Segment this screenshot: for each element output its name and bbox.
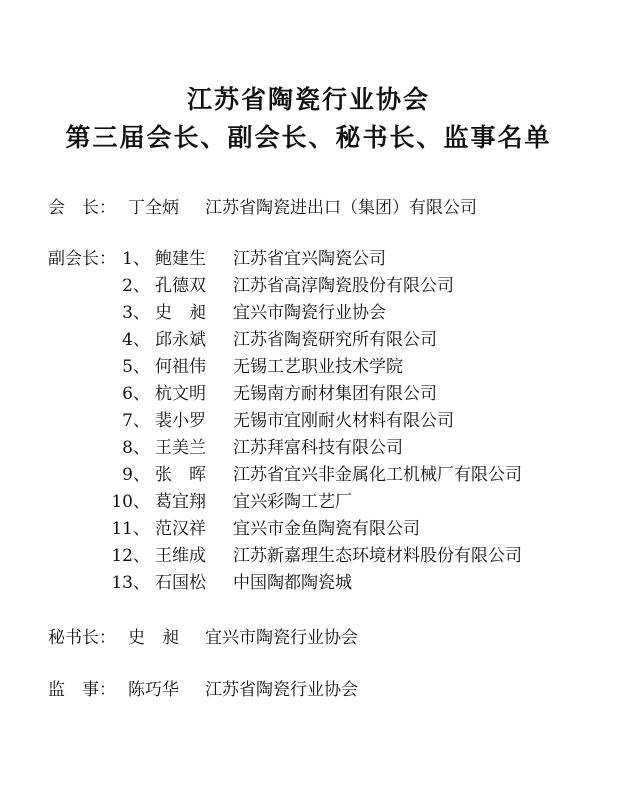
- organization: 无锡工艺职业技术学院: [233, 357, 403, 377]
- organization: 宜兴市金鱼陶瓷有限公司: [233, 519, 420, 539]
- person-name: 邱永斌: [155, 330, 206, 350]
- person-name: 陈巧华: [128, 680, 179, 700]
- organization: 江苏省宜兴陶瓷公司: [233, 249, 386, 269]
- organization: 江苏省宜兴非金属化工机械厂有限公司: [233, 465, 522, 485]
- row-number: 3、: [122, 303, 150, 323]
- person-name: 王美兰: [155, 438, 206, 458]
- organization: 中国陶都陶瓷城: [233, 573, 352, 593]
- person-name: 石国松: [155, 573, 206, 593]
- organization: 无锡市宜刚耐火材料有限公司: [233, 411, 454, 431]
- person-name: 王维成: [155, 546, 206, 566]
- organization: 宜兴市陶瓷行业协会: [205, 628, 358, 648]
- person-name: 孔德双: [155, 276, 206, 296]
- row-number: 5、: [122, 357, 150, 377]
- organization: 江苏省陶瓷进出口（集团）有限公司: [205, 198, 477, 218]
- person-name: 丁全炳: [128, 198, 179, 218]
- row-number: 13、: [111, 573, 150, 593]
- page-subtitle: 第三届会长、副会长、秘书长、监事名单: [65, 123, 552, 152]
- organization: 无锡南方耐材集团有限公司: [233, 384, 437, 404]
- person-name: 杭文明: [155, 384, 206, 404]
- organization: 宜兴彩陶工艺厂: [233, 492, 352, 512]
- person-name: 张 晖: [155, 465, 206, 485]
- person-name: 鲍建生: [155, 249, 206, 269]
- person-name: 史 昶: [155, 303, 206, 323]
- row-number: 10、: [111, 492, 150, 512]
- role-label: 秘书长：: [48, 628, 116, 648]
- organization: 江苏省陶瓷研究所有限公司: [233, 330, 437, 350]
- row-number: 6、: [122, 384, 150, 404]
- row-number: 7、: [122, 411, 150, 431]
- row-number: 9、: [122, 465, 150, 485]
- row-number: 1、: [122, 249, 150, 269]
- organization: 江苏新嘉理生态环境材料股份有限公司: [233, 546, 522, 566]
- person-name: 何祖伟: [155, 357, 206, 377]
- person-name: 史 昶: [128, 628, 179, 648]
- person-name: 葛宜翔: [155, 492, 206, 512]
- row-number: 8、: [122, 438, 150, 458]
- row-number: 4、: [122, 330, 150, 350]
- role-label: 副会长：: [48, 249, 116, 269]
- row-number: 11、: [111, 519, 150, 539]
- organization: 江苏省高淳陶瓷股份有限公司: [233, 276, 454, 296]
- person-name: 裴小罗: [155, 411, 206, 431]
- organization: 江苏拜富科技有限公司: [233, 438, 403, 458]
- organization: 宜兴市陶瓷行业协会: [233, 303, 386, 323]
- row-number: 2、: [122, 276, 150, 296]
- row-number: 12、: [111, 546, 150, 566]
- person-name: 范汉祥: [155, 519, 206, 539]
- role-label: 监 事：: [48, 680, 116, 700]
- page-title: 江苏省陶瓷行业协会: [186, 85, 430, 114]
- role-label: 会 长：: [48, 198, 116, 218]
- organization: 江苏省陶瓷行业协会: [205, 680, 358, 700]
